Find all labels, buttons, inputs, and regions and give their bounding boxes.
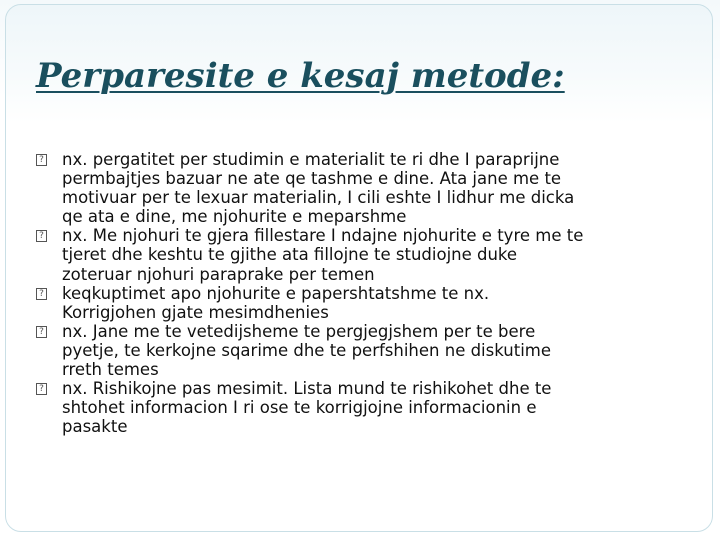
bullet-line: nx. pergatitet per studimin e materialit te ri dhe I paraprijne <box>62 150 560 169</box>
bullet-line: tjeret dhe keshtu te gjithe ata fillojne te studiojne duke <box>62 245 518 265</box>
bullet-list <box>34 150 686 436</box>
bullet-line: shtohet informacion I ri ose te korrigjojne informacionin e <box>62 398 537 418</box>
bullet-line: keqkuptimet apo njohurite e papershtatshme te nx. <box>62 283 490 303</box>
slide-title: Perparesite e kesaj metode: <box>36 56 565 96</box>
bullet-line: permbajtjes bazuar ne ate qe tashme e dine. Ata jane me te <box>62 169 562 189</box>
bullet-line: Korrigjohen gjate mesimdhenies <box>62 302 329 322</box>
bullet-line: qe ata e dine, me njohurite e meparshme <box>62 207 407 227</box>
bullet-item <box>34 322 686 379</box>
bullet-item <box>34 379 686 436</box>
bullet-box-icon: ? <box>36 230 47 242</box>
bullet-line: rreth temes <box>62 360 159 380</box>
bullet-line: motivuar per te lexuar materialin, I cili eshte I lidhur me dicka <box>62 188 575 208</box>
bullet-box-icon: ? <box>36 154 47 166</box>
bullet-item <box>34 150 686 226</box>
bullet-item <box>34 284 686 322</box>
bullet-line: nx. Me njohuri te gjera fillestare I ndajne njohurite e tyre me te <box>62 226 584 246</box>
bullet-line: nx. Jane me te vetedijsheme te pergjegjshem per te bere <box>62 321 536 341</box>
bullet-line: nx. Rishikojne pas mesimit. Lista mund te rishikohet dhe te <box>62 379 552 399</box>
bullet-box-icon: ? <box>36 288 47 300</box>
bullet-line: zoteruar njohuri paraprake per temen <box>62 264 375 284</box>
bullet-item <box>34 226 686 283</box>
bullet-box-icon: ? <box>36 383 47 395</box>
bullet-box-icon: ? <box>36 326 47 338</box>
bullet-line: pyetje, te kerkojne sqarime dhe te perfshihen ne diskutime <box>62 340 552 360</box>
bullet-line: pasakte <box>62 417 128 437</box>
